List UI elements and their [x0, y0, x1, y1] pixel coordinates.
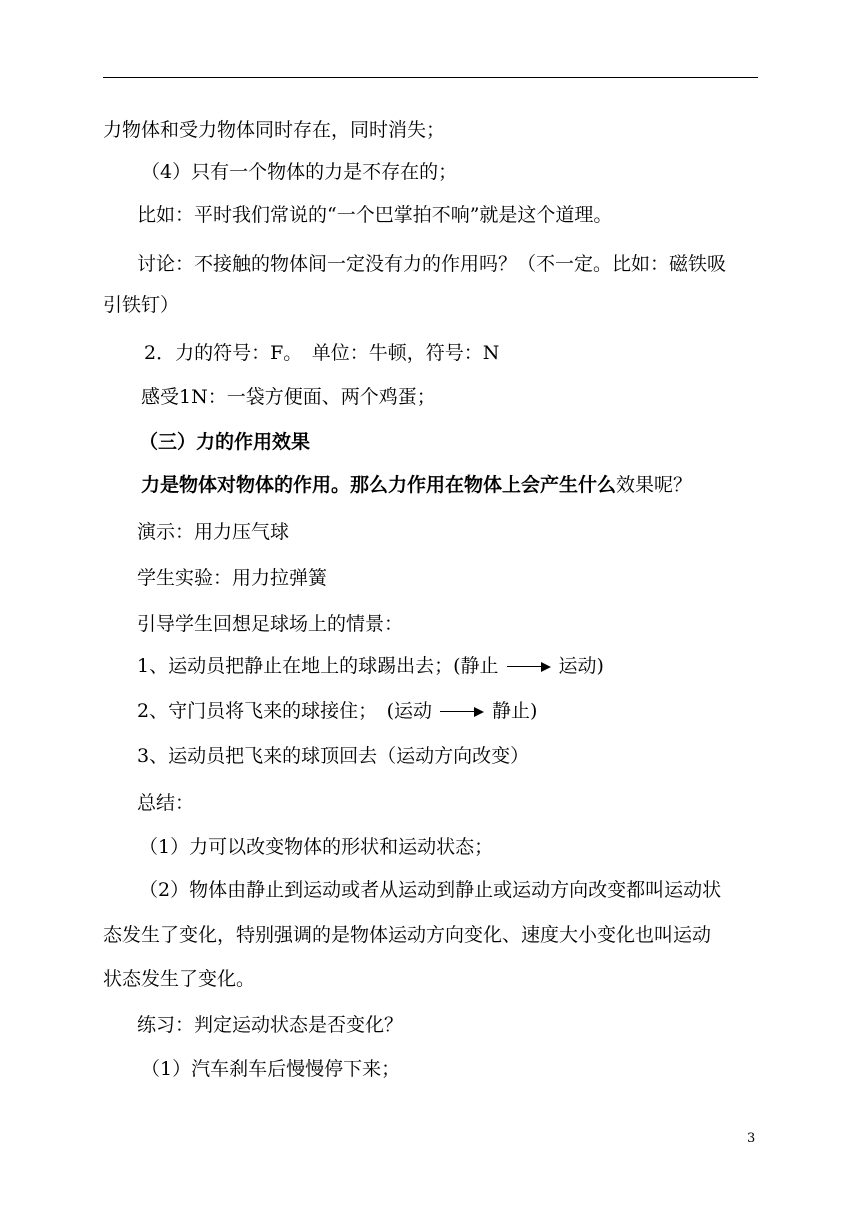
right-arrow-icon — [507, 662, 551, 672]
text-line — [141, 473, 692, 497]
text-line: 引铁钉） — [103, 294, 180, 316]
text-line: （4）只有一个物体的力是不存在的； — [141, 161, 458, 183]
normal-text: 效果呢？ — [616, 474, 693, 496]
text-line: 2．力的符号：F。 单位：牛顿，符号：N — [144, 342, 500, 364]
text-line: 态发生了变化，特别强调的是物体运动方向变化、速度大小变化也叫运动 — [103, 924, 712, 946]
header-rule — [103, 77, 758, 78]
text-line: （1）汽车刹车后慢慢停下来； — [141, 1058, 401, 1080]
text-line: （2）物体由静止到运动或者从运动到静止或运动方向改变都叫运动状 — [139, 879, 722, 901]
text-line: 力物体和受力物体同时存在，同时消失； — [103, 119, 446, 141]
text-line: 总结： — [137, 792, 195, 814]
text-line: （1）力可以改变物体的形状和运动状态； — [139, 836, 494, 858]
text-segment: 运动) — [558, 655, 604, 677]
text-segment: 1、运动员把静止在地上的球踢出去；(静止 — [137, 655, 499, 677]
text-line: 演示：用力压气球 — [137, 521, 290, 543]
right-arrow-icon — [440, 707, 484, 717]
text-line: 练习：判定运动状态是否变化？ — [137, 1014, 404, 1036]
text-line: 感受1N：一袋方便面、两个鸡蛋； — [141, 386, 436, 408]
text-segment: 2、守门员将飞来的球接住； (运动 — [137, 700, 433, 722]
text-line: 讨论：不接触的物体间一定没有力的作用吗？（不一定。比如：磁铁吸 — [137, 253, 727, 275]
text-segment: 静止) — [492, 700, 538, 722]
text-line: 学生实验：用力拉弹簧 — [137, 567, 328, 589]
text-line — [137, 699, 537, 723]
bold-text: 力是物体对物体的作用。那么力作用在物体上会产生什么 — [141, 474, 617, 496]
text-line — [137, 654, 604, 678]
text-line: 3、运动员把飞来的球顶回去（运动方向改变） — [137, 745, 530, 767]
section-heading: （三）力的作用效果 — [139, 431, 311, 453]
text-line: 状态发生了变化。 — [103, 968, 256, 990]
page-number: 3 — [747, 1131, 756, 1146]
text-line: 引导学生回想足球场上的情景： — [137, 613, 404, 635]
text-line: 比如：平时我们常说的“一个巴掌拍不响”就是这个道理。 — [137, 204, 613, 226]
